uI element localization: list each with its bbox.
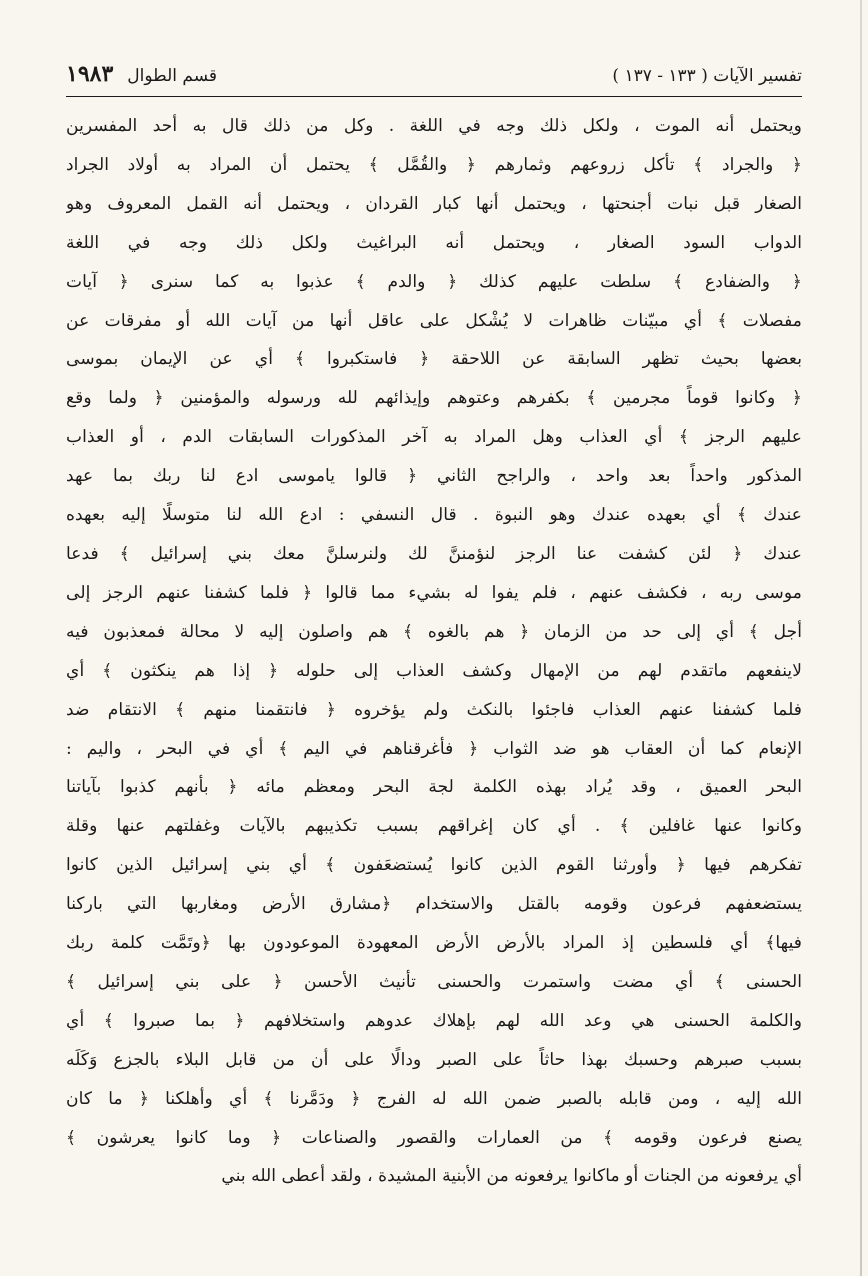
- running-header: [66, 52, 802, 97]
- text-line: الله إليه ، ومن قابله بالصبر ضمن الله له الفرج ﴿ ودَمَّرنا ﴾ أي وأهلكنا ﴿ ما كان: [66, 1088, 802, 1109]
- text-line: بسبب صبرهم وحسبك بهذا حاثاً على الصبر ودالًا على أن من قابل البلاء بالجزع وَكَلَه: [66, 1049, 802, 1070]
- text-line: فيها﴾ أي فلسطين إذ المراد بالأرض الأرض المعهودة الموعودون بها ﴿وتَمَّت كلمة ربك: [66, 933, 802, 954]
- text-line: موسى ربه ، فكشف عنهم ، فلم يفوا له بشيء مما قالوا ﴿ فلما كشفنا عنهم الرجز إلى: [66, 582, 802, 603]
- header-left-group: [66, 52, 217, 98]
- text-line: تفكرهم فيها ﴿ وأورثنا القوم الذين كانوا يُستضعَفون ﴾ أي بني إسرائيل الذين كانوا: [66, 855, 802, 876]
- text-line: يستضعفهم فرعون وقومه بالقتل والاستخدام ﴿مشارق الأرض ومغاربها التي باركنا: [66, 894, 802, 915]
- text-line: ﴿ والضفادع ﴾ سلطت عليهم كذلك ﴿ والدم ﴾ عذبوا به كما سنرى ﴿ آيات: [66, 271, 802, 292]
- text-line: المذكور واحداً بعد واحد ، والراجح الثاني ﴿ قالوا ياموسى ادع لنا ربك بما عهد: [66, 466, 802, 487]
- text-line: البحر العميق ، وقد يُراد بهذه الكلمة لجة البحر ومعظم مائه ﴿ بأنهم كذبوا بآياتنا: [66, 777, 802, 798]
- text-line: الإنعام كما أن العقاب هو ضد الثواب ﴿ فأغرقناهم في اليم ﴾ أي في البحر ، واليم :: [66, 738, 802, 759]
- commentary-text: [66, 97, 802, 1196]
- text-line: عندك ﴾ أي بعهده عندك وهو النبوة . قال النسفي : ادع الله لنا متوسلًا إليه بعهده: [66, 505, 802, 526]
- text-line: عليهم الرجز ﴾ أي العذاب وهل المراد به آخر المذكورات السابقات الدم ، أو العذاب: [66, 427, 802, 448]
- page-number: ١٩٨٣: [66, 61, 114, 87]
- page-edge: [860, 0, 862, 1276]
- text-line: يصنع فرعون وقومه ﴾ من العمارات والقصور والصناعات ﴿ وما كانوا يعرشون ﴾: [66, 1127, 802, 1148]
- text-line: وكانوا عنها غافلين ﴾ . أي كان إغراقهم بسبب تكذيبهم بالآيات وغفلتهم عنها وقلة: [66, 816, 802, 837]
- text-line: لاينفعهم ماتقدم لهم من الإمهال وكشف العذاب إلى حلوله ﴿ إذا هم ينكثون ﴾ أي: [66, 660, 802, 681]
- header-title: تفسير الآيات ( ١٣٣ - ١٣٧ ): [612, 66, 802, 86]
- text-line: ﴿ وكانوا قوماً مجرمين ﴾ بكفرهم وعتوهم وإيذائهم لله ورسوله والمؤمنين ﴿ ولما وقع: [66, 388, 802, 409]
- text-line: أجل ﴾ أي إلى حد من الزمان ﴿ هم بالغوه ﴾ هم واصلون إليه لا محالة فمعذبون فيه: [66, 621, 802, 642]
- text-line: بعضها بحيث تظهر السابقة عن اللاحقة ﴿ فاستكبروا ﴾ أي عن الإيمان بموسى: [66, 349, 802, 370]
- text-line: فلما كشفنا عنهم العذاب فاجئوا بالنكث ولم يؤخروه ﴿ فانتقمنا منهم ﴾ الانتقام ضد: [66, 699, 802, 720]
- text-line: مفصلات ﴾ أي مبيّنات ظاهرات لا يُشْكل على عاقل أنها من آيات الله أو مفرقات عن: [66, 310, 802, 331]
- text-line: الدواب السود الصغار ، ويحتمل أنه البراغيث ولكل ذلك وجه في اللغة: [66, 232, 802, 253]
- text-line: عندك ﴿ لئن كشفت عنا الرجز لنؤمننَّ لك ولنرسلنَّ معك بني إسرائيل ﴾ فدعا: [66, 543, 802, 564]
- text-line: أي يرفعونه من الجنات أو ماكانوا يرفعونه من الأبنية المشيدة ، ولقد أعطى الله بني: [221, 1166, 802, 1187]
- header-section: قسم الطوال: [127, 66, 217, 86]
- text-line: ويحتمل أنه الموت ، ولكل ذلك وجه في اللغة . وكل من ذلك قال به أحد المفسرين: [66, 116, 802, 136]
- text-line: الصغار قبل نبات أجنحتها ، ويحتمل أنها كبار القردان ، ويحتمل أنه القمل المعروف وهو: [66, 193, 802, 214]
- text-line: والكلمة الحسنى هي وعد الله لهم بإهلاك عدوهم واستخلافهم ﴿ بما صبروا ﴾ أي: [66, 1010, 802, 1031]
- text-line: الحسنى ﴾ أي مضت واستمرت والحسنى تأنيث الأحسن ﴿ على بني إسرائيل ﴾: [66, 971, 802, 992]
- text-line: ﴿ والجراد ﴾ تأكل زروعهم وثمارهم ﴿ والقُمَّل ﴾ يحتمل أن المراد به أولاد الجراد: [66, 154, 802, 175]
